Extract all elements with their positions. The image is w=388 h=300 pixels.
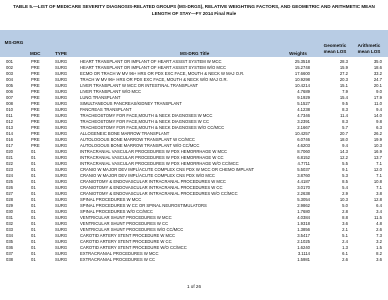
cell-title: INTRACRANIAL VASCULAR PROCEDURES W PDX HEMORRHAGE W CC bbox=[80, 155, 224, 160]
cell-geometric-mean-los: 20.3 bbox=[339, 77, 348, 82]
cell-msdrg: 002 bbox=[6, 65, 13, 70]
cell-msdrg: 021 bbox=[6, 155, 13, 160]
cell-weights: 17.6600 bbox=[294, 71, 310, 76]
cell-mdc: PRE bbox=[31, 83, 40, 88]
cell-type: SURG bbox=[55, 245, 68, 250]
cell-arithmetic-mean-los: 11.5 bbox=[374, 215, 382, 220]
cell-type: SURG bbox=[55, 101, 68, 106]
cell-msdrg: 032 bbox=[6, 221, 13, 226]
cell-type: SURG bbox=[55, 107, 68, 112]
cell-msdrg: 033 bbox=[6, 227, 13, 232]
cell-mdc: 01 bbox=[31, 161, 36, 166]
cell-geometric-mean-los: 8.3 bbox=[342, 119, 348, 124]
cell-type: SURG bbox=[55, 113, 68, 118]
cell-mdc: PRE bbox=[31, 125, 40, 130]
cell-type: SURG bbox=[55, 167, 68, 172]
cell-title: CRANIO W MAJOR DEV IMPL/ACUTE COMPLEX CNS PDX W/O MCC bbox=[80, 173, 215, 178]
cell-weights: 1.5981 bbox=[297, 257, 310, 262]
cell-title: CRANIOTOMY & ENDOVASCULAR INTRACRANIAL PROCEDURES W/O CC/MCC bbox=[80, 191, 238, 196]
cell-msdrg: 035 bbox=[6, 239, 13, 244]
cell-weights: 6.0746 bbox=[297, 137, 310, 142]
cell-msdrg: 023 bbox=[6, 167, 13, 172]
cell-msdrg: 005 bbox=[6, 83, 13, 88]
cell-type: SURG bbox=[55, 71, 68, 76]
cell-mdc: 01 bbox=[31, 245, 36, 250]
cell-arithmetic-mean-los: 3.6 bbox=[376, 257, 382, 262]
cell-msdrg: 008 bbox=[6, 101, 13, 106]
cell-weights: 4.7711 bbox=[297, 161, 310, 166]
cell-mdc: 01 bbox=[31, 239, 36, 244]
cell-arithmetic-mean-los: 11.0 bbox=[374, 101, 382, 106]
cell-arithmetic-mean-los: 1.5 bbox=[376, 245, 382, 250]
cell-title: CRANIO W MAJOR DEV IMPL/ACUTE COMPLEX CNS PDX W MCC OR CHEMO IMPLANT bbox=[80, 167, 255, 172]
cell-mdc: PRE bbox=[31, 101, 40, 106]
cell-msdrg: 011 bbox=[6, 113, 13, 118]
header-arithmetic-mean-los: Arithmetic mean LOS bbox=[357, 43, 381, 54]
cell-type: SURG bbox=[55, 233, 68, 238]
cell-msdrg: 001 bbox=[6, 59, 13, 64]
cell-mdc: PRE bbox=[31, 77, 40, 82]
cell-weights: 4.7689 bbox=[297, 89, 310, 94]
cell-mdc: 01 bbox=[31, 179, 36, 184]
cell-msdrg: 026 bbox=[6, 185, 13, 190]
cell-title: EXTRACRANIAL PROCEDURES W CC bbox=[80, 257, 155, 262]
cell-type: SURG bbox=[55, 119, 68, 124]
cell-arithmetic-mean-los: 12.0 bbox=[373, 167, 382, 172]
cell-mdc: PRE bbox=[31, 65, 40, 70]
cell-type: SURG bbox=[55, 179, 68, 184]
cell-title: LIVER TRANSPLANT W/O MCC bbox=[80, 89, 142, 94]
cell-arithmetic-mean-los: 6.3 bbox=[376, 125, 382, 130]
cell-weights: 2.2638 bbox=[297, 191, 310, 196]
cell-mdc: 01 bbox=[31, 197, 36, 202]
cell-type: SURG bbox=[55, 173, 68, 178]
cell-arithmetic-mean-los: 3.2 bbox=[376, 239, 382, 244]
cell-type: SURG bbox=[55, 227, 68, 232]
cell-type: SURG bbox=[55, 191, 68, 196]
cell-type: SURG bbox=[55, 251, 68, 256]
table-title: TABLE 5.—LIST OF MEDICARE SEVERITY DIAGNOSIS-RELATED GROUPS (MS-DRGS), RELATIVE WEIGHTING FACTORS, AND GEOMETRIC AND ARITHMETIC MEAN LENGTH OF STAY—FY 2014 Final Rule bbox=[13, 4, 375, 16]
header-title: MS-DRG Title bbox=[180, 51, 210, 56]
cell-arithmetic-mean-los: 16.9 bbox=[373, 149, 382, 154]
cell-msdrg: 029 bbox=[6, 203, 13, 208]
cell-arithmetic-mean-los: 13.7 bbox=[373, 155, 382, 160]
cell-geometric-mean-los: 11.4 bbox=[340, 113, 348, 118]
cell-title: INTRACRANIAL VASCULAR PROCEDURES W PDX HEMORRHAGE W/O CC/MCC bbox=[80, 161, 239, 166]
cell-weights: 2.1025 bbox=[297, 239, 310, 244]
cell-type: SURG bbox=[55, 161, 68, 166]
cell-msdrg: 031 bbox=[6, 215, 13, 220]
cell-msdrg: 027 bbox=[6, 191, 13, 196]
cell-title: SIMULTANEOUS PANCREAS/KIDNEY TRANSPLANT bbox=[80, 101, 182, 106]
cell-msdrg: 012 bbox=[6, 119, 13, 124]
cell-title: TRACHEOSTOMY FOR FACE,MOUTH & NECK DIAGNOSES W MCC bbox=[80, 113, 213, 118]
cell-title: INTRACRANIAL VASCULAR PROCEDURES W PDX HEMORRHAGE W MCC bbox=[80, 149, 228, 154]
cell-geometric-mean-los: 5.4 bbox=[342, 185, 348, 190]
cell-geometric-mean-los: 10.3 bbox=[339, 197, 348, 202]
cell-weights: 1.3856 bbox=[297, 227, 310, 232]
cell-mdc: PRE bbox=[31, 119, 40, 124]
cell-arithmetic-mean-los: 10.3 bbox=[373, 143, 382, 148]
header-msdrg: MS-DRG bbox=[4, 40, 24, 45]
cell-geometric-mean-los: 3.6 bbox=[342, 221, 348, 226]
cell-geometric-mean-los: 8.5 bbox=[342, 179, 348, 184]
cell-geometric-mean-los: 15.1 bbox=[339, 83, 348, 88]
cell-msdrg: 013 bbox=[6, 125, 13, 130]
cell-geometric-mean-los: 9.4 bbox=[342, 143, 348, 148]
cell-arithmetic-mean-los: 35.0 bbox=[373, 59, 382, 64]
cell-title: LUNG TRANSPLANT bbox=[80, 95, 121, 100]
page-number: 1 of 26 bbox=[186, 284, 202, 289]
cell-geometric-mean-los: 6.1 bbox=[342, 251, 348, 256]
cell-title: EXTRACRANIAL PROCEDURES W MCC bbox=[80, 251, 159, 256]
cell-type: SURG bbox=[55, 149, 68, 154]
cell-title: HEART TRANSPLANT OR IMPLANT OF HEART ASSIST SYSTEM W/O MCC bbox=[80, 65, 226, 70]
cell-arithmetic-mean-los: 33.2 bbox=[373, 71, 382, 76]
cell-geometric-mean-los: 7.9 bbox=[342, 89, 348, 94]
cell-arithmetic-mean-los: 12.8 bbox=[373, 197, 382, 202]
cell-geometric-mean-los: 2.4 bbox=[342, 239, 348, 244]
cell-mdc: 01 bbox=[31, 191, 36, 196]
cell-title: TRACHEOSTOMY FOR FACE,MOUTH & NECK DIAGNOSES W CC bbox=[80, 119, 209, 124]
cell-title: ALLOGENEIC BONE MARROW TRANSPLANT bbox=[80, 131, 170, 136]
cell-title: PANCREAS TRANSPLANT bbox=[80, 107, 132, 112]
cell-geometric-mean-los: 12.2 bbox=[339, 155, 348, 160]
header-type: TYPE bbox=[55, 51, 67, 56]
cell-weights: 3.5417 bbox=[297, 233, 310, 238]
cell-arithmetic-mean-los: 2.6 bbox=[376, 227, 382, 232]
header-mdc: MDC bbox=[30, 51, 41, 56]
cell-arithmetic-mean-los: 3.4 bbox=[376, 209, 382, 214]
cell-weights: 4.7346 bbox=[297, 113, 310, 118]
cell-geometric-mean-los: 5.3 bbox=[342, 173, 348, 178]
cell-weights: 5.1527 bbox=[297, 101, 310, 106]
cell-title: CAROTID ARTERY STENT PROCEDURE W/O CC/MCC bbox=[80, 245, 187, 250]
cell-msdrg: 003 bbox=[6, 71, 13, 76]
cell-title: SPINAL PROCEDURES W CC OR SPINAL NEUROSTIMULATORS bbox=[80, 203, 207, 208]
cell-arithmetic-mean-los: 7.1 bbox=[376, 161, 382, 166]
cell-arithmetic-mean-los: 6.4 bbox=[376, 203, 382, 208]
cell-geometric-mean-los: 2.1 bbox=[342, 227, 348, 232]
cell-type: SURG bbox=[55, 203, 68, 208]
cell-geometric-mean-los: 5.7 bbox=[342, 125, 348, 130]
cell-weights: 3.0170 bbox=[297, 185, 310, 190]
cell-type: SURG bbox=[55, 239, 68, 244]
cell-title: AUTOLOGOUS BONE MARROW TRANSPLANT W CC/MCC bbox=[80, 137, 195, 142]
cell-weights: 6.8152 bbox=[297, 155, 310, 160]
table-row bbox=[0, 257, 388, 263]
cell-title: CRANIOTOMY & ENDOVASCULAR INTRACRANIAL PROCEDURES W MCC bbox=[80, 179, 226, 184]
cell-mdc: PRE bbox=[31, 89, 40, 94]
cell-type: SURG bbox=[55, 215, 68, 220]
cell-arithmetic-mean-los: 17.9 bbox=[373, 95, 382, 100]
cell-weights: 8.7060 bbox=[297, 149, 310, 154]
cell-mdc: 01 bbox=[31, 155, 36, 160]
cell-arithmetic-mean-los: 20.1 bbox=[373, 83, 382, 88]
cell-mdc: PRE bbox=[31, 137, 40, 142]
cell-arithmetic-mean-los: 10.8 bbox=[373, 179, 382, 184]
cell-title: SPINAL PROCEDURES W MCC bbox=[80, 197, 142, 202]
cell-msdrg: 004 bbox=[6, 77, 13, 82]
cell-type: SURG bbox=[55, 209, 68, 214]
cell-mdc: 01 bbox=[31, 173, 36, 178]
cell-mdc: 01 bbox=[31, 233, 36, 238]
cell-weights: 5.3054 bbox=[297, 197, 310, 202]
cell-type: SURG bbox=[55, 143, 68, 148]
header-geometric-mean-los: Geometric mean LOS bbox=[323, 43, 347, 54]
cell-geometric-mean-los: 14.3 bbox=[339, 149, 348, 154]
cell-msdrg: 020 bbox=[6, 149, 13, 154]
cell-msdrg: 024 bbox=[6, 173, 13, 178]
cell-geometric-mean-los: 15.9 bbox=[339, 65, 348, 70]
cell-geometric-mean-los: 15.4 bbox=[339, 95, 348, 100]
cell-arithmetic-mean-los: 7.3 bbox=[376, 233, 382, 238]
header-weights: Weights bbox=[289, 51, 307, 56]
cell-weights: 3.8760 bbox=[297, 173, 310, 178]
cell-weights: 4.1238 bbox=[297, 107, 310, 112]
cell-weights: 25.3518 bbox=[294, 59, 310, 64]
cell-mdc: 01 bbox=[31, 221, 36, 226]
cell-weights: 10.4214 bbox=[294, 83, 310, 88]
cell-mdc: PRE bbox=[31, 107, 40, 112]
cell-arithmetic-mean-los: 3.8 bbox=[376, 191, 382, 196]
cell-geometric-mean-los: 8.8 bbox=[342, 215, 348, 220]
cell-weights: 3.2391 bbox=[297, 119, 310, 124]
cell-msdrg: 037 bbox=[6, 251, 13, 256]
cell-weights: 10.9298 bbox=[294, 77, 310, 82]
cell-msdrg: 025 bbox=[6, 179, 13, 184]
cell-weights: 3.1114 bbox=[297, 251, 310, 256]
cell-mdc: 01 bbox=[31, 167, 36, 172]
cell-type: SURG bbox=[55, 77, 68, 82]
cell-msdrg: 014 bbox=[6, 131, 13, 136]
cell-title: LIVER TRANSPLANT W MCC OR INTESTINAL TRANSPLANT bbox=[80, 83, 199, 88]
cell-msdrg: 007 bbox=[6, 95, 13, 100]
cell-type: SURG bbox=[55, 137, 68, 142]
cell-mdc: 01 bbox=[31, 203, 36, 208]
cell-type: SURG bbox=[55, 221, 68, 226]
cell-weights: 15.2748 bbox=[294, 65, 310, 70]
cell-arithmetic-mean-los: 18.6 bbox=[373, 65, 382, 70]
cell-type: SURG bbox=[55, 95, 68, 100]
cell-mdc: 01 bbox=[31, 257, 36, 262]
cell-title: CRANIOTOMY & ENDOVASCULAR INTRACRANIAL PROCEDURES W CC bbox=[80, 185, 223, 190]
cell-arithmetic-mean-los: 19.9 bbox=[373, 137, 382, 142]
cell-geometric-mean-los: 1.3 bbox=[342, 245, 348, 250]
cell-geometric-mean-los: 20.7 bbox=[339, 131, 348, 136]
cell-weights: 4.0384 bbox=[297, 215, 310, 220]
cell-mdc: PRE bbox=[31, 59, 40, 64]
cell-arithmetic-mean-los: 7.1 bbox=[376, 173, 382, 178]
cell-title: TRACH W MV 96+ HRS OR PDX EXC FACE, MOUTH & NECK W/O MAJ O.R. bbox=[80, 77, 228, 82]
cell-mdc: PRE bbox=[31, 143, 40, 148]
cell-msdrg: 038 bbox=[6, 257, 13, 262]
cell-geometric-mean-los: 2.6 bbox=[342, 257, 348, 262]
cell-arithmetic-mean-los: 14.0 bbox=[373, 113, 382, 118]
cell-geometric-mean-los: 9.1 bbox=[342, 167, 348, 172]
cell-title: TRACHEOSTOMY FOR FACE,MOUTH & NECK DIAGNOSES W/O CC/MCC bbox=[80, 125, 225, 130]
cell-geometric-mean-los: 5.5 bbox=[342, 161, 348, 166]
cell-mdc: PRE bbox=[31, 131, 40, 136]
cell-type: SURG bbox=[55, 197, 68, 202]
cell-msdrg: 006 bbox=[6, 89, 13, 94]
cell-geometric-mean-los: 5.0 bbox=[342, 203, 348, 208]
cell-type: SURG bbox=[55, 125, 68, 130]
cell-arithmetic-mean-los: 4.8 bbox=[376, 221, 382, 226]
cell-mdc: 01 bbox=[31, 149, 36, 154]
cell-arithmetic-mean-los: 9.8 bbox=[376, 119, 382, 124]
cell-msdrg: 022 bbox=[6, 161, 13, 166]
cell-geometric-mean-los: 9.5 bbox=[342, 101, 348, 106]
cell-arithmetic-mean-los: 26.2 bbox=[373, 131, 382, 136]
cell-geometric-mean-los: 28.3 bbox=[339, 59, 348, 64]
cell-title: VENTRICULAR SHUNT PROCEDURES W MCC bbox=[80, 215, 172, 220]
cell-type: SURG bbox=[55, 59, 68, 64]
table-body bbox=[0, 59, 388, 263]
cell-mdc: 01 bbox=[31, 185, 36, 190]
table-header bbox=[0, 30, 388, 57]
cell-type: SURG bbox=[55, 185, 68, 190]
cell-msdrg: 036 bbox=[6, 245, 13, 250]
cell-msdrg: 016 bbox=[6, 137, 13, 142]
cell-title: VENTRICULAR SHUNT PROCEDURES W CC bbox=[80, 221, 169, 226]
cell-mdc: 01 bbox=[31, 209, 36, 214]
cell-type: SURG bbox=[55, 89, 68, 94]
cell-weights: 2.1667 bbox=[297, 125, 310, 130]
cell-msdrg: 017 bbox=[6, 143, 13, 148]
cell-msdrg: 028 bbox=[6, 197, 13, 202]
cell-title: AUTOLOGOUS BONE MARROW TRANSPLANT W/O CC/MCC bbox=[80, 143, 200, 148]
cell-geometric-mean-los: 2.8 bbox=[342, 209, 348, 214]
cell-weights: 10.4257 bbox=[294, 131, 310, 136]
cell-weights: 1.7680 bbox=[297, 209, 310, 214]
cell-title: SPINAL PROCEDURES W/O CC/MCC bbox=[80, 209, 153, 214]
cell-arithmetic-mean-los: 7.1 bbox=[376, 185, 382, 190]
cell-mdc: 01 bbox=[31, 215, 36, 220]
cell-weights: 5.5037 bbox=[297, 167, 310, 172]
cell-type: SURG bbox=[55, 65, 68, 70]
cell-msdrg: 034 bbox=[6, 233, 13, 238]
cell-type: SURG bbox=[55, 83, 68, 88]
cell-arithmetic-mean-los: 8.2 bbox=[376, 251, 382, 256]
cell-title: HEART TRANSPLANT OR IMPLANT OF HEART ASSIST SYSTEM W MCC bbox=[80, 59, 222, 64]
cell-type: SURG bbox=[55, 155, 68, 160]
cell-weights: 1.6240 bbox=[297, 245, 310, 250]
cell-mdc: 01 bbox=[31, 227, 36, 232]
cell-mdc: PRE bbox=[31, 95, 40, 100]
cell-title: CAROTID ARTERY STENT PROCEDURE W MCC bbox=[80, 233, 176, 238]
cell-geometric-mean-los: 27.2 bbox=[339, 71, 348, 76]
cell-title: ECMO OR TRACH W MV 96+ HRS OR PDX EXC FACE, MOUTH & NECK W MAJ O.R. bbox=[80, 71, 245, 76]
cell-title: VENTRICULAR SHUNT PROCEDURES W/O CC/MCC bbox=[80, 227, 184, 232]
cell-type: SURG bbox=[55, 257, 68, 262]
cell-weights: 2.9862 bbox=[297, 203, 310, 208]
cell-mdc: PRE bbox=[31, 71, 40, 76]
cell-geometric-mean-los: 5.1 bbox=[342, 233, 348, 238]
cell-arithmetic-mean-los: 24.7 bbox=[373, 77, 382, 82]
cell-type: SURG bbox=[55, 131, 68, 136]
cell-geometric-mean-los: 2.9 bbox=[342, 191, 348, 196]
cell-weights: 4.6203 bbox=[297, 143, 310, 148]
cell-weights: 1.9318 bbox=[297, 221, 310, 226]
cell-arithmetic-mean-los: 9.4 bbox=[376, 107, 382, 112]
cell-mdc: PRE bbox=[31, 113, 40, 118]
cell-arithmetic-mean-los: 9.0 bbox=[376, 89, 382, 94]
cell-title: CAROTID ARTERY STENT PROCEDURE W CC bbox=[80, 239, 172, 244]
cell-geometric-mean-los: 8.3 bbox=[342, 107, 348, 112]
cell-mdc: 01 bbox=[31, 251, 36, 256]
cell-weights: 9.1929 bbox=[297, 95, 310, 100]
cell-weights: 4.4187 bbox=[297, 179, 310, 184]
cell-geometric-mean-los: 18.0 bbox=[339, 137, 348, 142]
cell-msdrg: 030 bbox=[6, 209, 13, 214]
cell-msdrg: 010 bbox=[6, 107, 13, 112]
